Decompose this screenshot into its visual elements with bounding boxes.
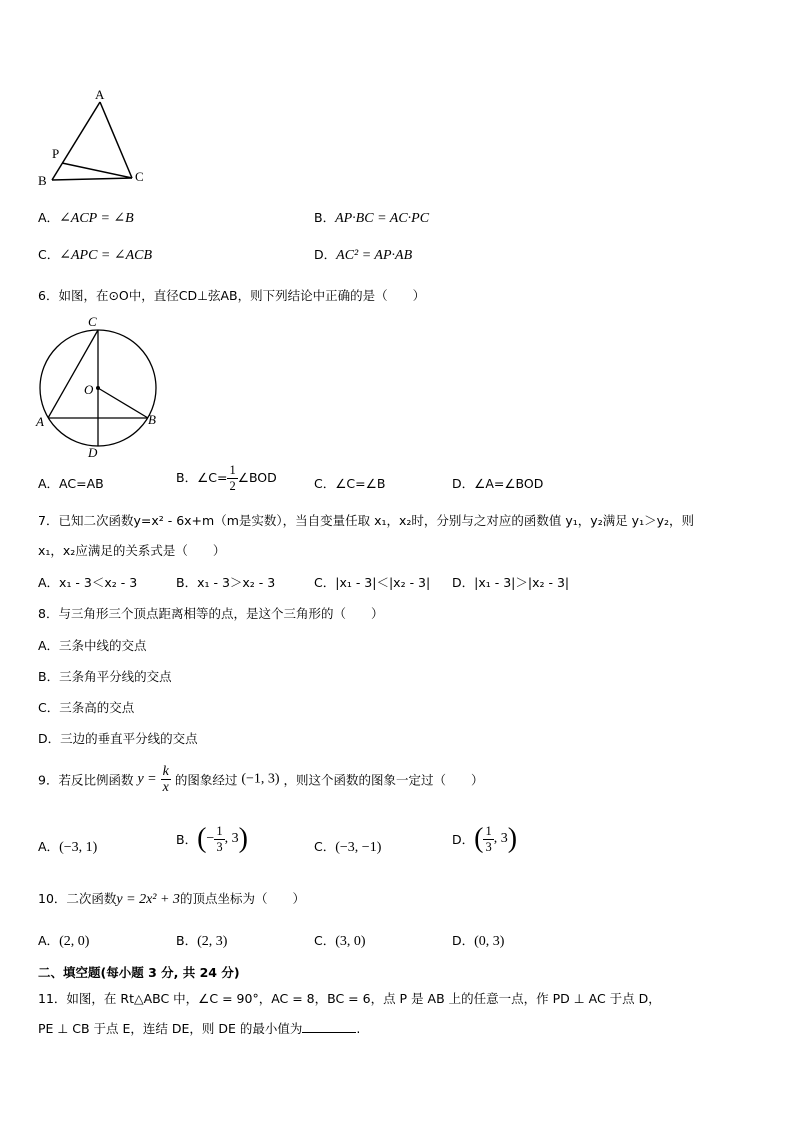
q6-option-a: A．AC=AB	[38, 476, 104, 491]
q8-option-b: B．三条角平分线的交点	[38, 669, 172, 684]
triangle-figure	[30, 84, 160, 194]
q6-stem: 6．如图，在⊙O中，直径CD⊥弦AB，则下列结论中正确的是（ ）	[38, 288, 426, 303]
q7-option-d: D．|x₁ - 3|＞|x₂ - 3|	[452, 575, 570, 590]
q8-option-a: A．三条中线的交点	[38, 638, 147, 653]
q10-option-c: C．(3, 0)	[314, 933, 366, 949]
q9-option-b: B．(− $\frac{1}{3}$ , 3)	[176, 823, 248, 854]
q10-option-a: A．(2, 0)	[38, 933, 90, 949]
q7-line1: 7．已知二次函数y=x² - 6x+m（m是实数），当自变量任取 x₁，x₂时，分别与之对应的函数值 y₁，y₂满足 y₁＞y₂，则	[38, 513, 694, 528]
label-A: A	[95, 87, 105, 102]
label-P: P	[52, 146, 60, 161]
label-C: C	[88, 314, 97, 329]
q7-option-b: B．x₁ - 3＞x₂ - 3	[176, 575, 276, 590]
q8-option-c: C．三条高的交点	[38, 700, 135, 715]
label-B: B	[148, 412, 156, 427]
circle-figure	[30, 312, 170, 462]
q8-option-d: D．三边的垂直平分线的交点	[38, 731, 198, 746]
label-A: A	[36, 414, 44, 429]
q9-option-a: A．(−3, 1)	[38, 839, 98, 855]
q9-stem: 9．若反比例函数 y = $\frac{k}{x}$ 的图象经过 (−1, 3) ，则这个函数的图象一定过（ ）	[38, 764, 484, 795]
label-O: O	[84, 382, 94, 397]
q7-option-c: C．|x₁ - 3|＜|x₂ - 3|	[314, 575, 431, 590]
q7-option-a: A．x₁ - 3＜x₂ - 3	[38, 575, 138, 590]
q5-option-d: D．AC² = AP·AB	[314, 247, 413, 263]
label-C: C	[135, 169, 144, 184]
q8-stem: 8．与三角形三个顶点距离相等的点，是这个三角形的（ ）	[38, 606, 384, 621]
q11-line1: 11．如图，在 Rt△ABC 中，∠C = 90°，AC = 8，BC = 6，点 P 是 AB 上的任意一点，作 PD ⊥ AC 于点 D，	[38, 991, 661, 1006]
label-B: B	[38, 173, 47, 188]
q6-option-c: C．∠C=∠B	[314, 476, 386, 491]
q11-line2: PE ⊥ CB 于点 E，连结 DE，则 DE 的最小值为 .	[38, 1021, 361, 1036]
section-heading: 二、填空题(每小题 3 分, 共 24 分)	[38, 965, 240, 980]
answer-blank	[302, 1020, 356, 1033]
q10-option-b: B．(2, 3)	[176, 933, 228, 949]
q5-option-c: C．∠APC = ∠ACB	[38, 247, 153, 263]
q6-option-d: D．∠A=∠BOD	[452, 476, 544, 491]
label-D: D	[88, 445, 98, 460]
q10-option-d: D．(0, 3)	[452, 933, 505, 949]
q6-option-b: B．∠C= $\frac{1}{2}$ ∠BOD	[176, 463, 277, 493]
q10-stem: 10．二次函数y = 2x² + 3的顶点坐标为（ ）	[38, 891, 305, 907]
q7-line2: x₁，x₂应满足的关系式是（ ）	[38, 543, 226, 558]
q9-option-d: D．( $\frac{1}{3}$ , 3)	[452, 823, 518, 854]
q9-option-c: C．(−3, −1)	[314, 839, 382, 855]
q5-option-b: B．AP·BC = AC·PC	[314, 210, 430, 226]
q5-option-a: A．∠ACP = ∠B	[38, 210, 134, 226]
